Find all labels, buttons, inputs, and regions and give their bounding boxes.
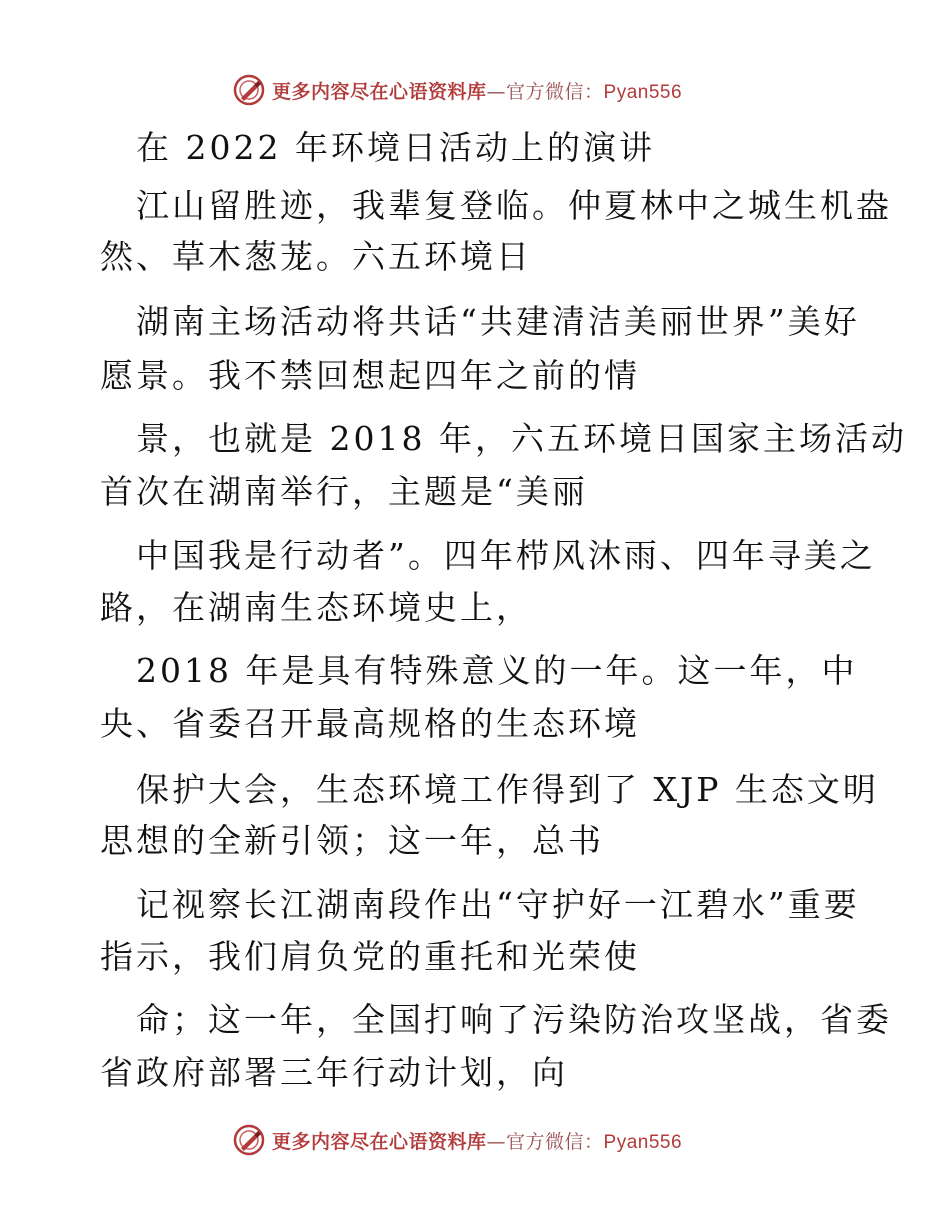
body-line: 思想的全新引领；这一年，总书 xyxy=(100,821,604,860)
body-line: 景，也就是 2018 年，六五环境日国家主场活动 xyxy=(136,419,907,458)
banner-separator: — xyxy=(486,80,507,103)
body-line: 然、草木葱茏。六五环境日 xyxy=(100,237,532,276)
body-line: 保护大会，生态环境工作得到了 XJP 生态文明 xyxy=(136,770,879,809)
banner-wechat-id: Pyan556 xyxy=(603,1131,683,1153)
body-line: 首次在湖南举行，主题是“美丽 xyxy=(100,472,588,511)
banner-wechat-id: Pyan556 xyxy=(603,81,683,103)
body-line: 路，在湖南生态环境史上， xyxy=(100,588,532,627)
banner-separator: — xyxy=(486,1130,507,1153)
body-line: 湖南主场活动将共话“共建清洁美丽世界”美好 xyxy=(136,302,860,341)
body-line: 2018 年是具有特殊意义的一年。这一年，中 xyxy=(136,651,858,690)
body-line: 指示，我们肩负党的重托和光荣使 xyxy=(100,937,640,976)
banner-label: 官方微信： xyxy=(506,80,604,103)
body-line: 中国我是行动者”。四年栉风沐雨、四年寻美之 xyxy=(136,536,876,575)
body-line: 愿景。我不禁回想起四年之前的情 xyxy=(100,356,640,395)
body-line: 央、省委召开最高规格的生态环境 xyxy=(100,704,640,743)
banner-label: 官方微信： xyxy=(506,1130,604,1153)
body-line: 命；这一年，全国打响了污染防治攻坚战，省委 xyxy=(136,1000,892,1039)
body-line: 江山留胜迹，我辈复登临。仲夏林中之城生机盎 xyxy=(136,186,892,225)
header-banner xyxy=(232,72,682,108)
footer-banner xyxy=(232,1122,682,1158)
banner-main-text: 更多内容尽在心语资料库 xyxy=(272,1130,487,1153)
body-line: 省政府部署三年行动计划，向 xyxy=(100,1053,568,1092)
body-line: 记视察长江湖南段作出“守护好一江碧水”重要 xyxy=(136,885,860,924)
document-body xyxy=(100,120,907,1100)
pen-logo-icon xyxy=(232,73,266,107)
pen-logo-icon xyxy=(232,1123,266,1157)
document-title: 在 2022 年环境日活动上的演讲 xyxy=(136,128,655,167)
banner-main-text: 更多内容尽在心语资料库 xyxy=(272,80,487,103)
